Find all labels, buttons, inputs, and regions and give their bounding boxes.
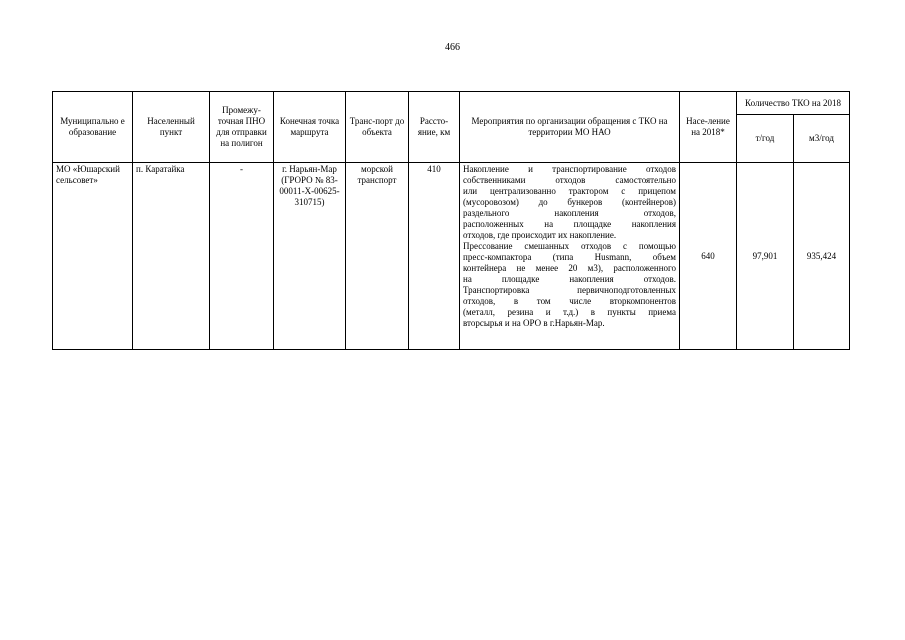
cell-intermediate: - (210, 163, 274, 350)
header-tko-tons: т/год (737, 115, 794, 163)
cell-transport: морской транспорт (346, 163, 409, 350)
measures-line: пресс-компактора (типа Husmann, объем (463, 252, 676, 262)
header-endpoint: Конечная точка маршрута (274, 92, 346, 163)
header-tko-group: Количество ТКО на 2018 (737, 92, 850, 115)
header-distance: Рассто-яние, км (409, 92, 460, 163)
cell-tko-m3: 935,424 (794, 163, 850, 350)
header-measures: Мероприятия по организации обращения с ТКО на территории МО НАО (460, 92, 680, 163)
measures-line: (мусоровозом) до бункеров (контейнеров) (463, 197, 676, 207)
measures-line: Накопление и транспортирование отходов (463, 164, 676, 174)
measures-line: или централизованно трактором с прицепом (463, 186, 676, 196)
measures-line: (металл, резина и т.д.) в пункты приема (463, 307, 676, 317)
cell-municipality: МО «Юшарский сельсовет» (53, 163, 133, 350)
page-number: 466 (445, 42, 460, 53)
measures-line: Транспортировка первичноподготовленных (463, 285, 676, 295)
measures-line: отходов, в том числе вторкомпонентов (463, 296, 676, 306)
measures-line: на площадке накопления отходов. (463, 274, 676, 284)
cell-distance: 410 (409, 163, 460, 350)
header-tko-m3: м3/год (794, 115, 850, 163)
measures-line: расположенных на площадке накопления (463, 219, 676, 229)
measures-line: вторсырья и на ОРО в г.Нарьян-Мар. (463, 318, 605, 328)
table-row (53, 163, 850, 350)
measures-line: Прессование смешанных отходов с помощью (463, 241, 676, 251)
cell-endpoint: г. Нарьян-Мар (ГРОРО № 83-00011-Х-00625-310715) (274, 163, 346, 350)
measures-line: отходов, где происходит их накопление. (463, 230, 617, 240)
measures-line: раздельного накопления отходов, (463, 208, 676, 218)
cell-tko-tons: 97,901 (737, 163, 794, 350)
cell-population: 640 (680, 163, 737, 350)
cell-measures (460, 163, 680, 350)
header-population: Насе-ление на 2018* (680, 92, 737, 163)
header-transport: Транс-порт до объекта (346, 92, 409, 163)
header-settlement: Населенный пункт (133, 92, 210, 163)
cell-settlement: п. Каратайка (133, 163, 210, 350)
header-municipality: Муниципально е образование (53, 92, 133, 163)
header-intermediate: Промежу-точная ПНО для отправки на полигон (210, 92, 274, 163)
measures-line: контейнера не менее 20 м3), расположенного (463, 263, 676, 273)
tko-table (52, 91, 850, 350)
measures-line: собственниками отходов самостоятельно (463, 175, 676, 185)
